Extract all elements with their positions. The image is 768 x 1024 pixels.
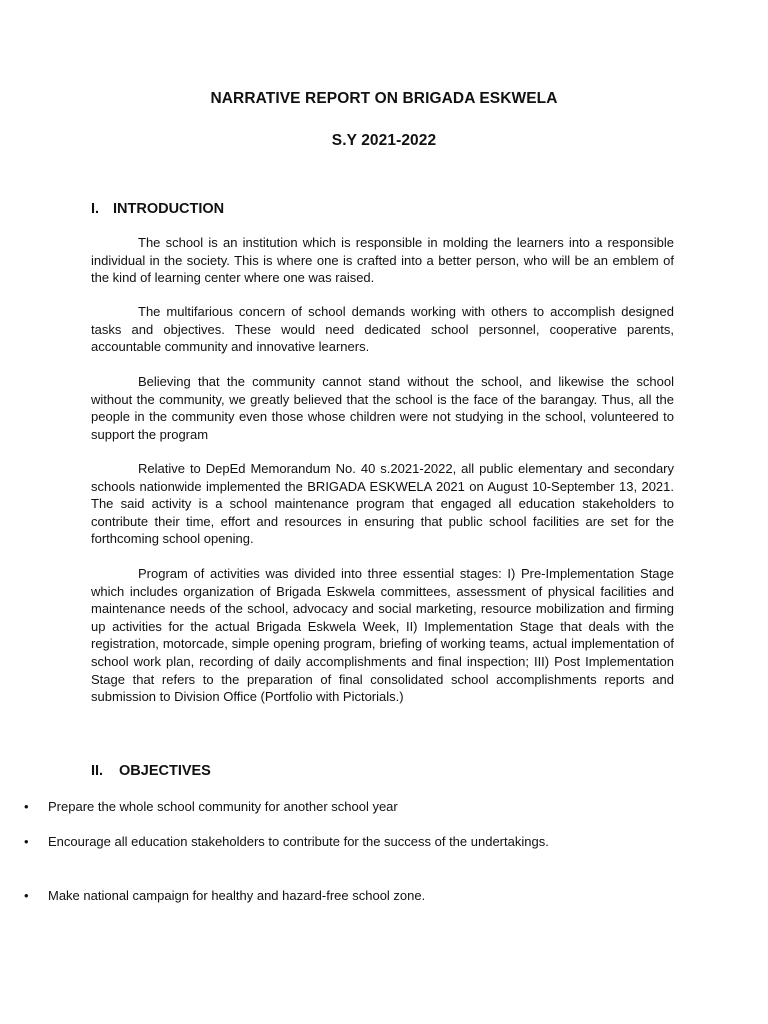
objective-text: Make national campaign for healthy and hazard-free school zone. [48, 888, 426, 903]
objective-list-item [0, 798, 583, 816]
intro-paragraph: The multifarious concern of school demands working with others to accomplish designed tasks and objectives. These would need dedicated school personnel, cooperative parents, accountable community and innovative learners. [91, 304, 674, 355]
objective-list-item [0, 887, 583, 905]
objective-list-item [0, 833, 583, 851]
intro-paragraph: The school is an institution which is responsible in molding the learners into a responsible individual in the society. This is where one is crafted into a better person, who will be an emblem of the kind of learning center where one was raised. [91, 235, 674, 286]
section-heading-introduction [91, 201, 224, 217]
section-title: OBJECTIVES [119, 763, 211, 779]
section-number: II. [91, 763, 104, 779]
intro-paragraph: Believing that the community cannot stand without the school, and likewise the school without the community, we greatly believed that the school is the face of the barangay. Thus, all the people in the community even those whose children were not studying in the school, volunteered to support the program [91, 374, 674, 442]
section-number: I. [91, 201, 100, 217]
section-heading-objectives [91, 763, 211, 779]
bullet-icon: • [24, 888, 29, 903]
bullet-icon: • [24, 834, 29, 849]
objective-text: Prepare the whole school community for another school year [48, 799, 398, 814]
intro-paragraph: Program of activities was divided into three essential stages: I) Pre-Implementation Stage which includes organization of Brigada Eskwela committees, assessment of physical facilities and maintenance needs of the school, advocacy and social marketing, resource mobilization and firming up activities for the actual Brigada Eskwela Week, II) Implementation Stage that deals with the registration, motorcade, simple opening program, briefing of working teams, actual implementation of school work plan, recording of daily accomplishments and final inspection; III) Post Implementation Stage that refers to the preparation of final consolidated school accomplishments reports and submission to Division Office (Portfolio with Pictorials.) [91, 566, 674, 705]
intro-paragraph: Relative to DepEd Memorandum No. 40 s.2021-2022, all public elementary and secondary schools nationwide implemented the BRIGADA ESKWELA 2021 on August 10-September 13, 2021. The said activity is a school maintenance program that engaged all education stakeholders to contribute their time, effort and resources in ensuring that public school facilities are set for the forthcoming school opening. [91, 461, 674, 547]
bullet-icon: • [24, 799, 29, 814]
document-title: NARRATIVE REPORT ON BRIGADA ESKWELA [210, 90, 558, 107]
objective-text: Encourage all education stakeholders to contribute for the success of the undertakings. [48, 834, 549, 849]
school-year: S.Y 2021-2022 [331, 132, 437, 149]
section-title: INTRODUCTION [113, 201, 225, 217]
